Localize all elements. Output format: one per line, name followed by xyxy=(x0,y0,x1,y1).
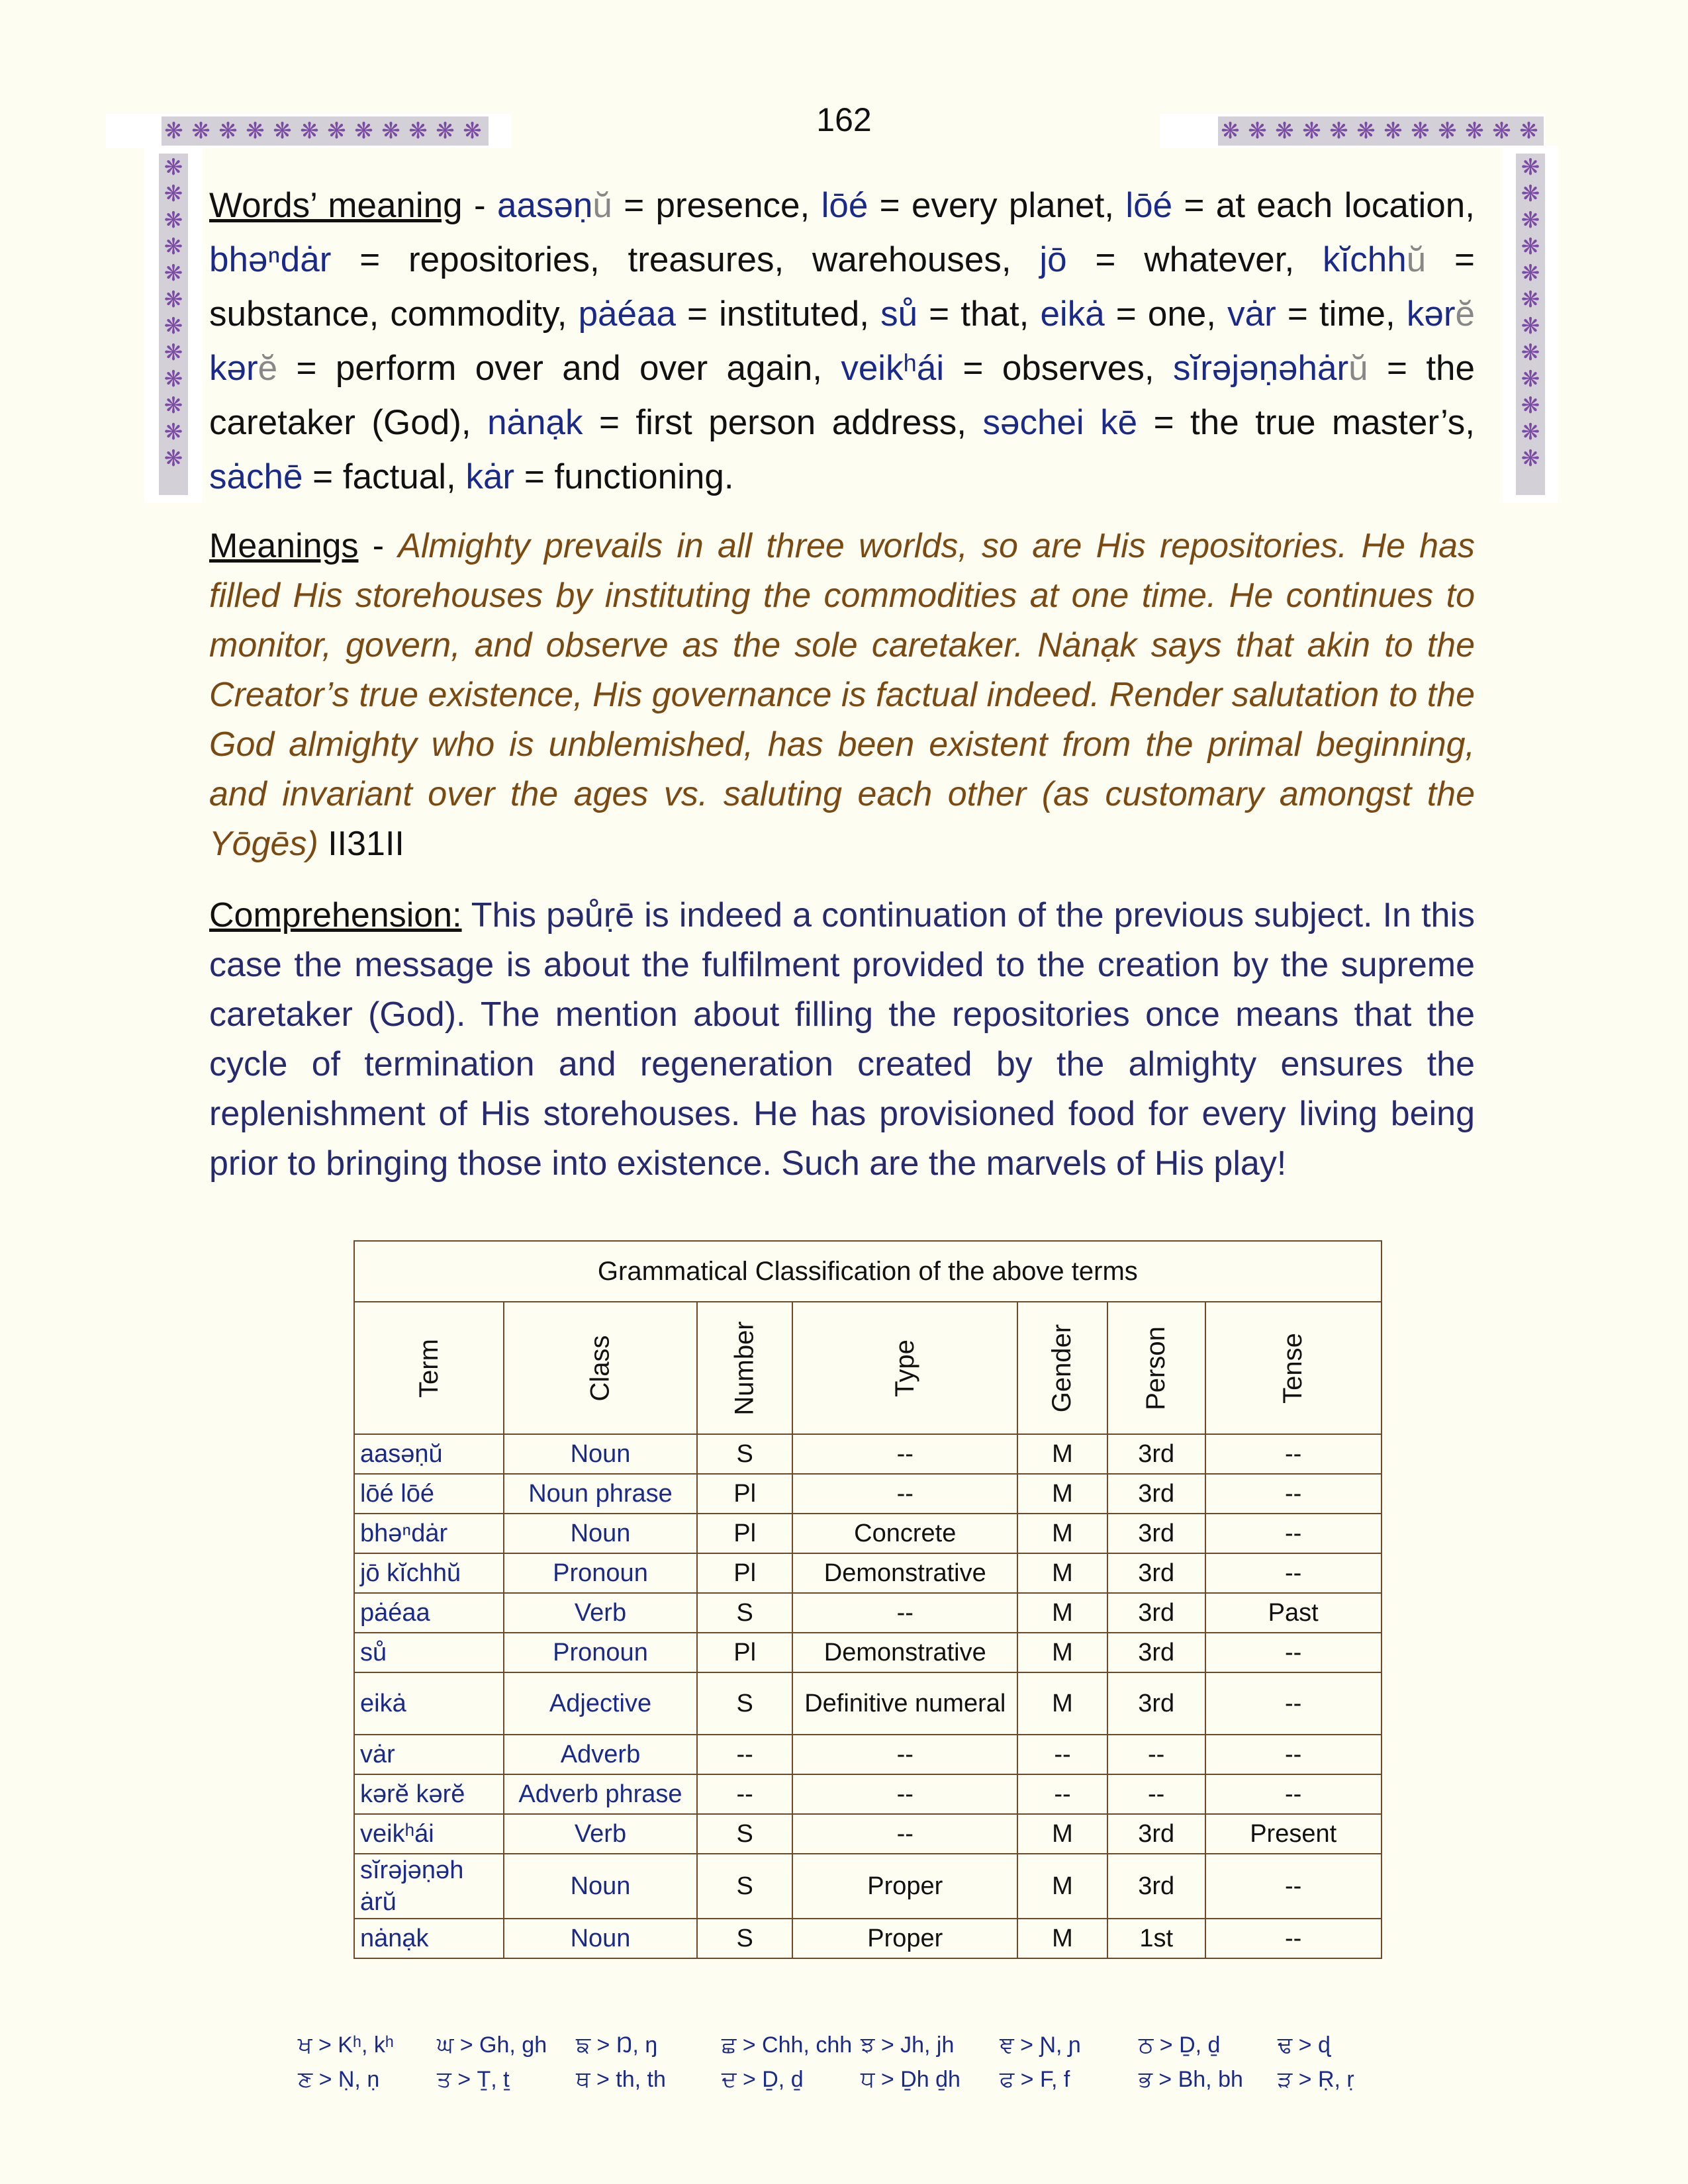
table-cell: sĭrəjəṇəh ȧrŭ xyxy=(354,1854,504,1919)
table-row xyxy=(354,1553,1382,1593)
ornament-row-right xyxy=(1218,116,1544,146)
ornament-column-left xyxy=(159,154,188,495)
term: kər xyxy=(1406,295,1456,334)
table-cell: -- xyxy=(1205,1514,1382,1553)
term-vowel: ĕ xyxy=(258,349,278,388)
ornament-icon: ❋ xyxy=(1465,118,1484,144)
ornament-icon: ❋ xyxy=(1383,118,1403,144)
ornament-icon: ❋ xyxy=(164,154,183,181)
ornament-icon: ❋ xyxy=(164,118,183,144)
comprehension-text: This pəůṛē is indeed a continuation of the previous subject. In this case the message is about the fulfilment provided to the creation by the supreme caretaker (God). The mention about filling the repositories once means that the cycle of termination and regeneration created by the almighty ensures the replenishment of His storehouses. He has provisioned food for every living being prior to bringing those into existence. Such are the marvels of His play! xyxy=(209,896,1475,1183)
ornament-icon: ❋ xyxy=(164,418,183,445)
table-cell: Pl xyxy=(697,1553,792,1593)
ornament-icon: ❋ xyxy=(354,118,373,144)
table-cell: kərĕ kərĕ xyxy=(354,1774,504,1814)
table-cell: -- xyxy=(1205,1919,1382,1958)
ornament-icon: ❋ xyxy=(164,392,183,419)
table-cell: Proper xyxy=(792,1854,1017,1919)
comprehension-label: Comprehension: xyxy=(209,896,462,934)
ornament-icon: ❋ xyxy=(1519,118,1538,144)
term: nȧnạk xyxy=(487,403,583,442)
table-cell: M xyxy=(1017,1672,1107,1735)
table-cell: M xyxy=(1017,1514,1107,1553)
ornament-icon: ❋ xyxy=(408,118,428,144)
grammar-table xyxy=(353,1240,1382,1959)
term-meaning: = substance, commodity, xyxy=(209,240,1476,334)
table-cell: Concrete xyxy=(792,1514,1017,1553)
table-cell: -- xyxy=(1017,1735,1107,1774)
table-cell: M xyxy=(1017,1434,1107,1474)
table-cell: Noun phrase xyxy=(504,1474,697,1514)
table-cell: vȧr xyxy=(354,1735,504,1774)
term-meaning: = repositories, treasures, warehouses, xyxy=(331,240,1040,279)
ornament-icon: ❋ xyxy=(1521,418,1540,445)
table-cell: veikʰái xyxy=(354,1814,504,1854)
table-row xyxy=(354,1919,1382,1958)
ornament-icon: ❋ xyxy=(463,118,482,144)
ornament-icon: ❋ xyxy=(1521,312,1540,340)
key-entry: ਛ > Chh, chh xyxy=(722,2032,853,2058)
key-entry: ਣ > Ṇ, ṇ xyxy=(298,2066,380,2092)
column-header-label: Number xyxy=(729,1320,759,1416)
page-number: 162 xyxy=(816,101,872,138)
ornament-icon: ❋ xyxy=(1356,118,1376,144)
term-meaning: = perform over and over again, xyxy=(277,349,841,388)
table-cell: 3rd xyxy=(1107,1814,1205,1854)
transliteration-key xyxy=(298,2028,1423,2097)
ornament-icon: ❋ xyxy=(1492,118,1511,144)
term-meaning: = at each location, xyxy=(1172,186,1475,225)
table-row xyxy=(354,1593,1382,1633)
table-cell: -- xyxy=(1205,1735,1382,1774)
column-header xyxy=(1107,1302,1205,1434)
table-cell: Demonstrative xyxy=(792,1633,1017,1672)
column-header xyxy=(1205,1302,1382,1434)
ornament-icon: ❋ xyxy=(164,339,183,366)
term: kĭchh xyxy=(1323,240,1407,279)
term: eikȧ xyxy=(1040,295,1105,334)
term: kər xyxy=(209,349,258,388)
table-cell: M xyxy=(1017,1633,1107,1672)
key-entry: ਝ > Jh, jh xyxy=(861,2032,955,2058)
ornament-icon: ❋ xyxy=(1521,259,1540,287)
ornament-icon: ❋ xyxy=(1521,445,1540,472)
meanings-label: Meanings xyxy=(209,527,359,565)
meanings-text: Almighty prevails in all three worlds, so are His repositories. He has filled His storehouses by instituting the commodities at one time. He continues to monitor, govern, and observe as the sole caretaker. Nȧnạk says that akin to the Creator’s true existence, His governance is factual indeed. Render salutation to the God almighty who is unblemished, has been existent from the primal beginning, and invariant over the ages vs. saluting each other (as customary amongst the Yōgēs) xyxy=(209,527,1475,863)
table-cell: Verb xyxy=(504,1593,697,1633)
table-cell: -- xyxy=(1205,1474,1382,1514)
ornament-icon: ❋ xyxy=(164,180,183,207)
table-cell: Pl xyxy=(697,1514,792,1553)
key-entry: ਭ > Bh, bh xyxy=(1139,2066,1243,2092)
ornament-icon: ❋ xyxy=(1302,118,1321,144)
term: sů xyxy=(880,295,918,334)
table-cell: bhəⁿdȧr xyxy=(354,1514,504,1553)
table-cell: 3rd xyxy=(1107,1474,1205,1514)
term-vowel: ŭ xyxy=(1406,240,1427,279)
ornament-icon: ❋ xyxy=(381,118,400,144)
table-cell: M xyxy=(1017,1474,1107,1514)
ornament-icon: ❋ xyxy=(1275,118,1294,144)
table-cell: -- xyxy=(1205,1633,1382,1672)
table-row xyxy=(354,1814,1382,1854)
column-header-label: Person xyxy=(1141,1326,1171,1410)
table-cell: -- xyxy=(792,1735,1017,1774)
table-cell: Noun xyxy=(504,1919,697,1958)
column-header xyxy=(697,1302,792,1434)
key-entry: ਢ > ɖ xyxy=(1278,2032,1331,2058)
table-cell: -- xyxy=(792,1474,1017,1514)
column-header-label: Term xyxy=(414,1338,444,1398)
key-entry: ਤ > Ṯ, ṯ xyxy=(437,2066,510,2092)
key-entry: ਫ > F, f xyxy=(1000,2066,1070,2092)
table-cell: 3rd xyxy=(1107,1593,1205,1633)
term-meaning: = one, xyxy=(1104,295,1228,334)
key-entry: ਥ > th, th xyxy=(576,2066,666,2092)
table-body xyxy=(354,1434,1382,1958)
meanings-paragraph xyxy=(209,522,1475,869)
table-cell: -- xyxy=(792,1434,1017,1474)
table-cell: Adverb phrase xyxy=(504,1774,697,1814)
table-cell: M xyxy=(1017,1919,1107,1958)
ornament-icon: ❋ xyxy=(436,118,455,144)
ornament-icon: ❋ xyxy=(164,259,183,287)
table-cell: Pronoun xyxy=(504,1633,697,1672)
table-cell: M xyxy=(1017,1814,1107,1854)
ornament-icon: ❋ xyxy=(1438,118,1457,144)
term: lōé xyxy=(821,186,868,225)
table-cell: S xyxy=(697,1672,792,1735)
table-cell: Proper xyxy=(792,1919,1017,1958)
table-cell: Definitive numeral xyxy=(792,1672,1017,1735)
key-entry: ਧ > Ḏh ḏh xyxy=(861,2066,961,2092)
table-cell: 3rd xyxy=(1107,1633,1205,1672)
term: kȧr xyxy=(465,457,515,496)
key-entry: ਙ > Ŋ, ŋ xyxy=(576,2032,658,2058)
ornament-icon: ❋ xyxy=(164,312,183,340)
column-header xyxy=(354,1302,504,1434)
table-cell: -- xyxy=(1107,1774,1205,1814)
ornament-icon: ❋ xyxy=(1521,154,1540,181)
table-cell: 3rd xyxy=(1107,1854,1205,1919)
table-title: Grammatical Classification of the above terms xyxy=(354,1241,1382,1302)
term: aasəṇ xyxy=(496,186,593,225)
table-cell: -- xyxy=(792,1774,1017,1814)
term-meaning: = first person address, xyxy=(583,403,983,442)
table-cell: S xyxy=(697,1854,792,1919)
table-cell: Present xyxy=(1205,1814,1382,1854)
table-cell: M xyxy=(1017,1553,1107,1593)
table-cell: 1st xyxy=(1107,1919,1205,1958)
ornament-icon: ❋ xyxy=(218,118,238,144)
words-meaning-label: Words’ meaning xyxy=(209,186,463,225)
table-cell: S xyxy=(697,1919,792,1958)
ornament-icon: ❋ xyxy=(1329,118,1348,144)
ornament-icon: ❋ xyxy=(1521,206,1540,234)
table-cell: 3rd xyxy=(1107,1434,1205,1474)
verse-number: II31II xyxy=(318,825,404,863)
table-cell: -- xyxy=(1205,1672,1382,1735)
table-cell: 3rd xyxy=(1107,1514,1205,1553)
ornament-icon: ❋ xyxy=(327,118,346,144)
column-header-label: Type xyxy=(890,1339,919,1397)
term-vowel: ŭ xyxy=(1348,349,1368,388)
ornament-icon: ❋ xyxy=(300,118,319,144)
ornament-icon: ❋ xyxy=(1521,180,1540,207)
key-entry: ੜ > Ṛ, ṛ xyxy=(1278,2066,1354,2092)
term-meaning: = whatever, xyxy=(1066,240,1323,279)
ornament-icon: ❋ xyxy=(164,445,183,472)
key-row-1 xyxy=(298,2028,1423,2062)
table-cell: lōé lōé xyxy=(354,1474,504,1514)
ornament-icon: ❋ xyxy=(191,118,211,144)
table-cell: M xyxy=(1017,1593,1107,1633)
words-meaning-paragraph xyxy=(209,179,1475,504)
table-cell: 3rd xyxy=(1107,1672,1205,1735)
ornament-icon: ❋ xyxy=(164,365,183,392)
table-row xyxy=(354,1672,1382,1735)
term: pȧéaa xyxy=(578,295,676,334)
column-header-label: Class xyxy=(585,1334,615,1402)
ornament-column-right xyxy=(1516,154,1545,495)
table-cell: Noun xyxy=(504,1514,697,1553)
key-entry: ਞ > Ɲ, ɲ xyxy=(1000,2032,1081,2058)
table-cell: Noun xyxy=(504,1434,697,1474)
column-header-label: Gender xyxy=(1047,1324,1077,1412)
key-row-2 xyxy=(298,2062,1423,2097)
table-cell: Past xyxy=(1205,1593,1382,1633)
key-entry: ਦ > Ḏ, ḏ xyxy=(722,2066,804,2092)
table-header-row xyxy=(354,1302,1382,1434)
term-meaning: = every planet, xyxy=(868,186,1126,225)
table-cell: S xyxy=(697,1434,792,1474)
table-cell: jō kĭchhŭ xyxy=(354,1553,504,1593)
table-row xyxy=(354,1474,1382,1514)
key-entry: ਘ > Gh, gh xyxy=(437,2032,547,2058)
words-meaning-body xyxy=(209,186,1475,496)
ornament-icon: ❋ xyxy=(1521,233,1540,260)
table-cell: -- xyxy=(1107,1735,1205,1774)
table-cell: -- xyxy=(1017,1774,1107,1814)
term: veikʰái xyxy=(841,349,945,388)
term-meaning: = presence, xyxy=(612,186,821,225)
table-cell: Pl xyxy=(697,1633,792,1672)
table-cell: S xyxy=(697,1593,792,1633)
ornament-icon: ❋ xyxy=(1221,118,1240,144)
term-meaning: = instituted, xyxy=(675,295,881,334)
table-cell: sů xyxy=(354,1633,504,1672)
table-cell: Demonstrative xyxy=(792,1553,1017,1593)
term-meaning: = that, xyxy=(917,295,1041,334)
table-row xyxy=(354,1774,1382,1814)
term: sȧchē xyxy=(209,457,303,496)
column-header xyxy=(792,1302,1017,1434)
column-header-label: Tense xyxy=(1278,1332,1308,1404)
table-cell: Noun xyxy=(504,1854,697,1919)
ornament-icon: ❋ xyxy=(164,286,183,313)
table-cell: -- xyxy=(1205,1553,1382,1593)
table-cell: -- xyxy=(1205,1854,1382,1919)
table-cell: nȧnạk xyxy=(354,1919,504,1958)
term-meaning: = factual, xyxy=(303,457,466,496)
comprehension-paragraph xyxy=(209,891,1475,1189)
ornament-icon: ❋ xyxy=(1521,339,1540,366)
table-cell: Adverb xyxy=(504,1735,697,1774)
table-row xyxy=(354,1514,1382,1553)
term: vȧr xyxy=(1227,295,1276,334)
table-cell: -- xyxy=(1205,1434,1382,1474)
term-meaning: = observes, xyxy=(944,349,1173,388)
table-cell: -- xyxy=(1205,1774,1382,1814)
ornament-row-left xyxy=(162,116,489,146)
table-cell: Verb xyxy=(504,1814,697,1854)
table-row xyxy=(354,1434,1382,1474)
table-cell: -- xyxy=(792,1814,1017,1854)
table-cell: Pronoun xyxy=(504,1553,697,1593)
table-cell: aasəṇŭ xyxy=(354,1434,504,1474)
table-row xyxy=(354,1633,1382,1672)
ornament-icon: ❋ xyxy=(164,233,183,260)
table-cell: Adjective xyxy=(504,1672,697,1735)
term: bhəⁿdȧr xyxy=(209,240,332,279)
term-meaning: = the caretaker (God), xyxy=(209,349,1475,442)
ornament-icon: ❋ xyxy=(164,206,183,234)
term-meaning: = the true master’s, xyxy=(1137,403,1475,442)
ornament-icon: ❋ xyxy=(1411,118,1430,144)
term-vowel: ŭ xyxy=(592,186,612,225)
table-row xyxy=(354,1735,1382,1774)
ornament-icon: ❋ xyxy=(1521,365,1540,392)
table-cell: pȧéaa xyxy=(354,1593,504,1633)
term: lōé xyxy=(1125,186,1173,225)
words-meaning-dash: - xyxy=(462,186,497,225)
ornament-icon: ❋ xyxy=(246,118,265,144)
table-cell: S xyxy=(697,1814,792,1854)
table-cell: 3rd xyxy=(1107,1553,1205,1593)
table-cell: M xyxy=(1017,1854,1107,1919)
ornament-icon: ❋ xyxy=(1248,118,1267,144)
table-cell: -- xyxy=(792,1593,1017,1633)
term: səchei kē xyxy=(982,403,1138,442)
table-row xyxy=(354,1854,1382,1919)
ornament-icon: ❋ xyxy=(273,118,292,144)
key-entry: ਖ > Kʰ, kʰ xyxy=(298,2032,394,2058)
ornament-icon: ❋ xyxy=(1521,286,1540,313)
table-cell: eikȧ xyxy=(354,1672,504,1735)
term: jō xyxy=(1039,240,1067,279)
term-meaning: = functioning. xyxy=(514,457,734,496)
table-cell: Pl xyxy=(697,1474,792,1514)
meanings-dash: - xyxy=(358,527,399,565)
table-cell: -- xyxy=(697,1735,792,1774)
table-cell: -- xyxy=(697,1774,792,1814)
term-meaning: = time, xyxy=(1276,295,1407,334)
ornament-icon: ❋ xyxy=(1521,392,1540,419)
key-entry: ਠ > Ḏ, ḏ xyxy=(1139,2032,1221,2058)
term: sĭrəjəṇəhȧr xyxy=(1172,349,1349,388)
term-vowel: ĕ xyxy=(1455,295,1475,334)
column-header xyxy=(1017,1302,1107,1434)
column-header xyxy=(504,1302,697,1434)
